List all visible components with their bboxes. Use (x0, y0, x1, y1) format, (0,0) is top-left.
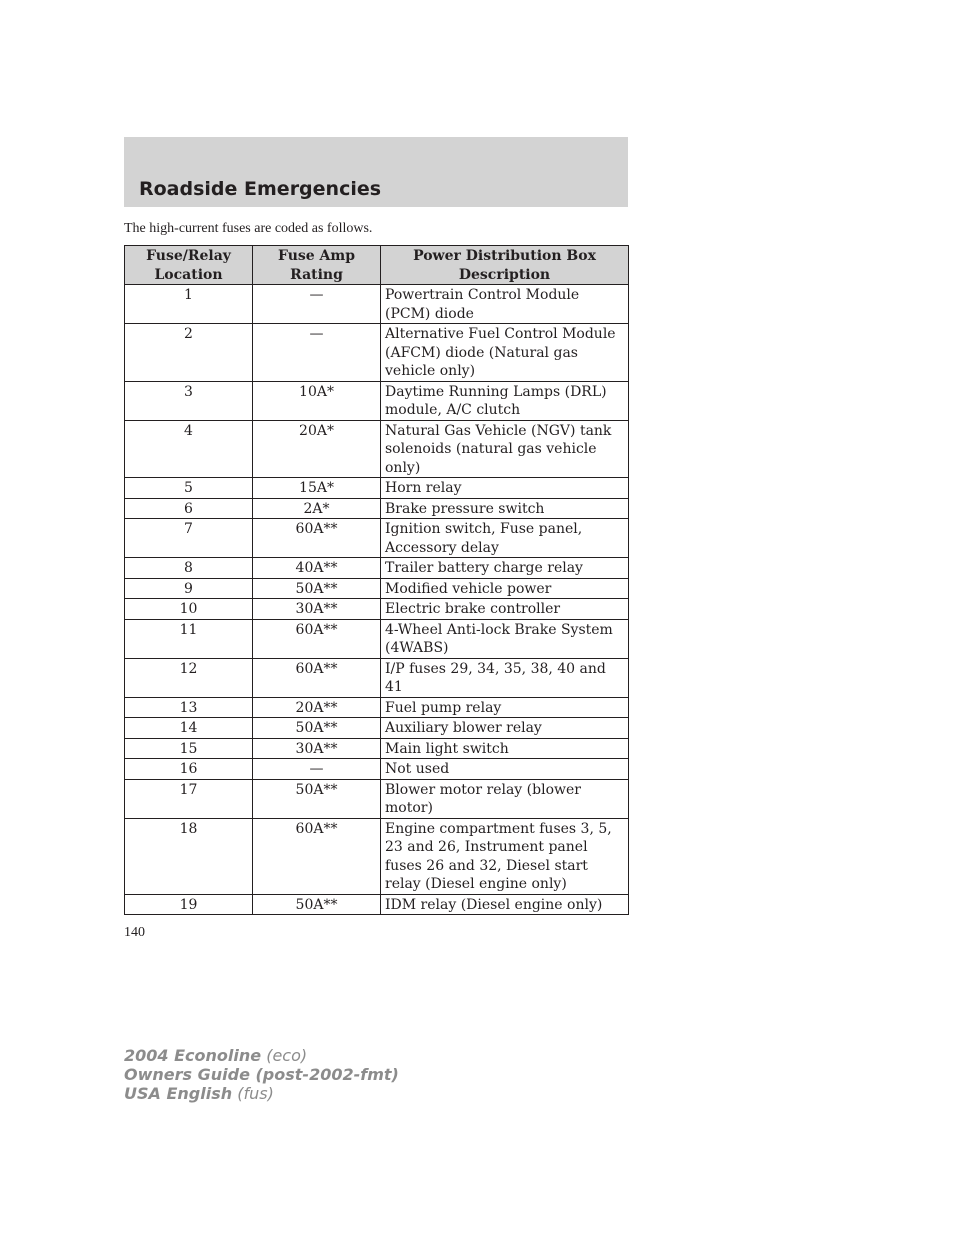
column-header-description: Power Distribution Box Description (381, 246, 629, 285)
cell-description: Fuel pump relay (381, 697, 629, 718)
cell-location: 3 (125, 381, 253, 420)
cell-amp-rating: 60A** (253, 818, 381, 894)
table-row (125, 619, 629, 658)
table-row (125, 599, 629, 620)
cell-description: Natural Gas Vehicle (NGV) tank solenoids (natural gas vehicle only) (381, 420, 629, 478)
footer-model-code: (eco) (266, 1046, 308, 1065)
cell-amp-rating: — (253, 285, 381, 324)
cell-location: 11 (125, 619, 253, 658)
cell-description: I/P fuses 29, 34, 35, 38, 40 and 41 (381, 658, 629, 697)
cell-location: 13 (125, 697, 253, 718)
cell-amp-rating: 60A** (253, 619, 381, 658)
cell-amp-rating: 60A** (253, 658, 381, 697)
table-row (125, 894, 629, 915)
table-row (125, 558, 629, 579)
cell-amp-rating: 60A** (253, 519, 381, 558)
cell-location: 2 (125, 324, 253, 382)
cell-amp-rating: 50A** (253, 779, 381, 818)
cell-location: 9 (125, 578, 253, 599)
cell-amp-rating: 30A** (253, 738, 381, 759)
cell-location: 12 (125, 658, 253, 697)
cell-location: 5 (125, 478, 253, 499)
footer-line-language (124, 1084, 399, 1103)
cell-amp-rating: 30A** (253, 599, 381, 620)
table-row (125, 759, 629, 780)
cell-description: Not used (381, 759, 629, 780)
cell-amp-rating: 20A* (253, 420, 381, 478)
table-row (125, 578, 629, 599)
cell-location: 14 (125, 718, 253, 739)
document-footer (124, 1046, 399, 1103)
section-header-band (124, 137, 628, 207)
cell-description: Horn relay (381, 478, 629, 499)
table-row (125, 779, 629, 818)
cell-location: 4 (125, 420, 253, 478)
cell-description: Modified vehicle power (381, 578, 629, 599)
cell-description: Brake pressure switch (381, 498, 629, 519)
cell-description: Electric brake controller (381, 599, 629, 620)
cell-amp-rating: 10A* (253, 381, 381, 420)
column-header-location: Fuse/Relay Location (125, 246, 253, 285)
cell-description: Auxiliary blower relay (381, 718, 629, 739)
cell-location: 17 (125, 779, 253, 818)
table-row (125, 697, 629, 718)
fuse-table (124, 245, 629, 915)
cell-description: Blower motor relay (blower motor) (381, 779, 629, 818)
cell-amp-rating: — (253, 324, 381, 382)
footer-language: USA English (124, 1084, 233, 1103)
cell-location: 8 (125, 558, 253, 579)
table-row (125, 285, 629, 324)
cell-location: 6 (125, 498, 253, 519)
cell-amp-rating: 50A** (253, 578, 381, 599)
cell-description: Daytime Running Lamps (DRL) module, A/C clutch (381, 381, 629, 420)
cell-description: Main light switch (381, 738, 629, 759)
table-row (125, 381, 629, 420)
cell-description: Trailer battery charge relay (381, 558, 629, 579)
cell-amp-rating: 15A* (253, 478, 381, 499)
cell-amp-rating: 50A** (253, 894, 381, 915)
cell-description: Alternative Fuel Control Module (AFCM) diode (Natural gas vehicle only) (381, 324, 629, 382)
cell-location: 18 (125, 818, 253, 894)
footer-guide-name: Owners Guide (post-2002-fmt) (124, 1065, 399, 1084)
cell-description: 4-Wheel Anti-lock Brake System (4WABS) (381, 619, 629, 658)
section-title: Roadside Emergencies (139, 178, 382, 200)
footer-line-guide (124, 1065, 399, 1084)
table-row (125, 498, 629, 519)
table-row (125, 658, 629, 697)
cell-amp-rating: 40A** (253, 558, 381, 579)
table-row (125, 420, 629, 478)
cell-location: 19 (125, 894, 253, 915)
cell-description: Powertrain Control Module (PCM) diode (381, 285, 629, 324)
cell-location: 15 (125, 738, 253, 759)
cell-amp-rating: — (253, 759, 381, 780)
table-body (125, 285, 629, 915)
table-row (125, 818, 629, 894)
table-row (125, 324, 629, 382)
table-header-row (125, 246, 629, 285)
cell-description: IDM relay (Diesel engine only) (381, 894, 629, 915)
cell-amp-rating: 50A** (253, 718, 381, 739)
table-row (125, 519, 629, 558)
table-row (125, 478, 629, 499)
cell-description: Ignition switch, Fuse panel, Accessory delay (381, 519, 629, 558)
cell-location: 16 (125, 759, 253, 780)
cell-amp-rating: 20A** (253, 697, 381, 718)
table-row (125, 738, 629, 759)
intro-text: The high-current fuses are coded as follows. (124, 221, 373, 236)
cell-location: 10 (125, 599, 253, 620)
table-row (125, 718, 629, 739)
page-number: 140 (124, 925, 145, 940)
cell-location: 1 (125, 285, 253, 324)
footer-line-model (124, 1046, 399, 1065)
cell-amp-rating: 2A* (253, 498, 381, 519)
footer-model-name: 2004 Econoline (124, 1046, 262, 1065)
cell-location: 7 (125, 519, 253, 558)
column-header-amp-rating: Fuse Amp Rating (253, 246, 381, 285)
footer-language-code: (fus) (237, 1084, 274, 1103)
cell-description: Engine compartment fuses 3, 5, 23 and 26, Instrument panel fuses 26 and 32, Diesel start relay (Diesel engine only) (381, 818, 629, 894)
